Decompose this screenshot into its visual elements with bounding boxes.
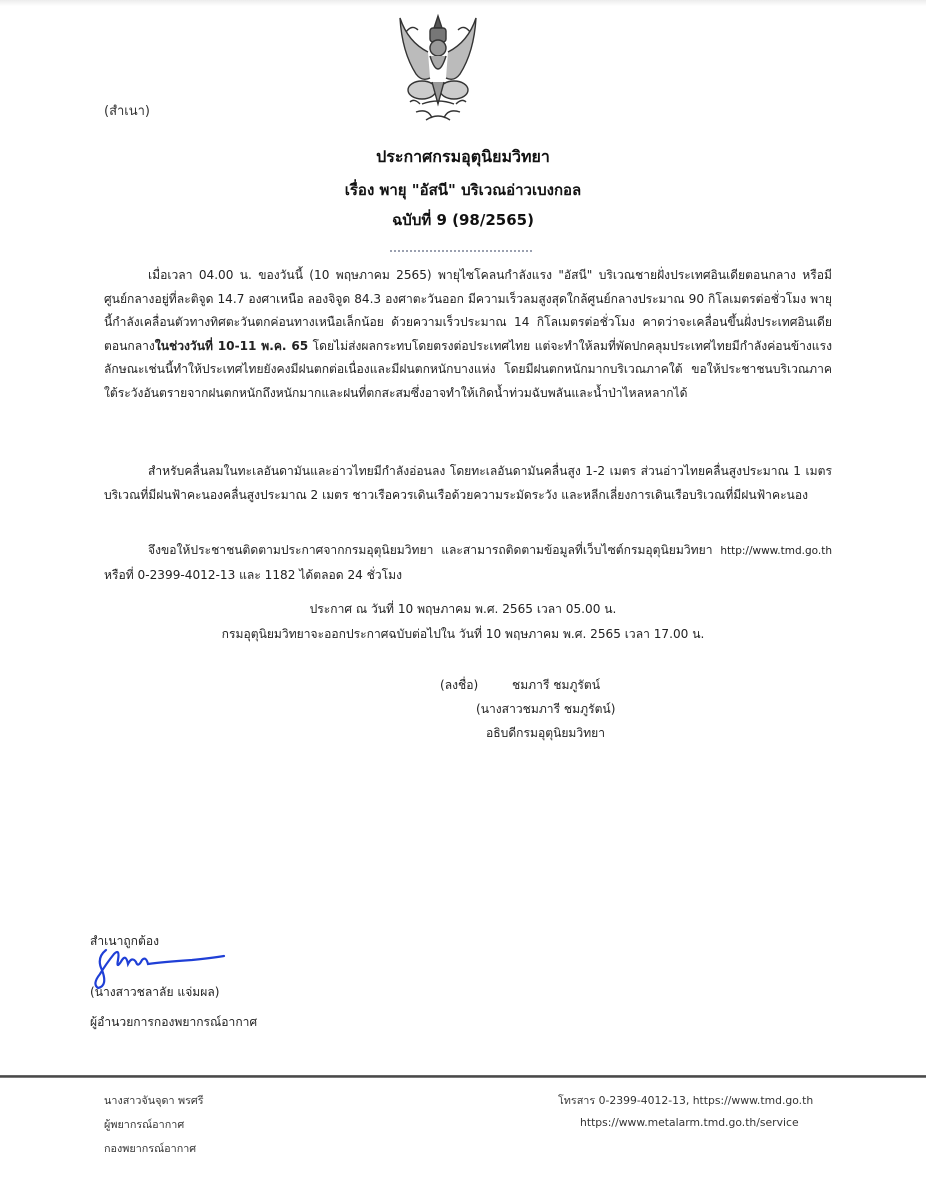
signed-label: (ลงชื่อ) (440, 678, 479, 692)
next-issue-datetime: กรมอุตุนิยมวิทยาจะออกประกาศฉบับต่อไปใน วันที่ 10 พฤษภาคม พ.ศ. 2565 เวลา 17.00 น. (221, 627, 705, 641)
garuda-emblem-icon (392, 12, 484, 128)
paragraph1-text-cont: โดยไม่ส่งผลกระทบโดยตรงต่อประเทศไทย แต่จะทำให้ลมที่พัดปกคลุมประเทศไทยมีกำลังค่อนข้างแรง ลักษณะเช่นนี้ทำให้ประเทศไทยยังคงมีฝนตกต่อเนื่องและมีฝนตกหนักบางแห่ง โดยมีฝนตกหนักมากบริเวณภาคใต้ ขอให้ประชาชนบริเวณภาคใต้ระวังอันตรายจากฝนตกหนักถึงหนักมากและฝนที่ตกสะสมซึ่งอาจทำให้เกิดน้ำท่วมฉับพลันและน้ำป่าไหลหลากได้ (104, 338, 832, 400)
copy-mark: (สำเนา) (104, 104, 151, 119)
footer-divider (0, 1075, 926, 1078)
paragraph-follow-updates (104, 539, 832, 587)
certified-copy-label: สำเนาถูกต้อง (90, 934, 160, 948)
signatory-full-name: (นางสาวชมภารี ชมภูรัตน์) (476, 702, 616, 716)
document-title: ประกาศกรมอุตุนิยมวิทยา (376, 147, 550, 166)
signatory-position: อธิบดีกรมอุตุนิยมวิทยา (486, 726, 606, 740)
signatory-name: ชมภารี ชมภูรัตน์ (512, 678, 601, 692)
contact-info: โทรสาร 0-2399-4012-13, https://www.tmd.go.th (558, 1094, 814, 1107)
paragraph3-text-cont: หรือที่ 0-2399-4012-13 และ 1182 ได้ตลอด 24 ชั่วโมง (104, 567, 403, 582)
certifier-position: ผู้อำนวยการกองพยากรณ์อากาศ (90, 1015, 258, 1029)
paragraph3-text: จึงขอให้ประชาชนติดตามประกาศจากกรมอุตุนิยมวิทยา และสามารถติดตามข้อมูลที่เว็บไซต์กรมอุตุนิยมวิทยา (148, 543, 721, 557)
document-issue-number: ฉบับที่ 9 (98/2565) (392, 211, 534, 229)
forecaster-role: ผู้พยากรณ์อากาศ (104, 1118, 185, 1131)
paragraph-storm-report (104, 264, 832, 405)
paragraph1-bold-dates: ในช่วงวันที่ 10-11 พ.ค. 65 (154, 338, 309, 353)
paragraph1-text: เมื่อเวลา 04.00 น. ของวันนี้ (10 พฤษภาคม 2565) พายุไซโคลนกำลังแรง "อัสนี" บริเวณชายฝั่งประเทศอินเดียตอนกลาง หรือมีศูนย์กลางอยู่ที่ละติจูด 14.7 องศาเหนือ ลองจิจูด 84.3 องศาตะวันออก มีความเร็วลมสูงสุดใกล้ศูนย์กลางประมาณ 90 กิโลเมตรต่อชั่วโมง พายุนี้กำลังเคลื่อนตัวทางทิศตะวันตกค่อนทางเหนือเล็กน้อย ด้วยความเร็วประมาณ 14 กิโลเมตรต่อชั่วโมง คาดว่าจะเคลื่อนขึ้นฝั่งประเทศอินเดียตอนกลาง (104, 268, 832, 353)
service-url-link[interactable]: https://www.metalarm.tmd.go.th/service (580, 1116, 799, 1129)
tmd-website-link[interactable]: http://www.tmd.go.th (720, 545, 832, 557)
page-top-shade (0, 0, 926, 6)
certifier-name: (นางสาวชลาลัย แจ่มผล) (90, 985, 220, 999)
forecaster-name: นางสาวจันจุดา พรศรี (104, 1094, 204, 1107)
forecast-division: กองพยากรณ์อากาศ (104, 1142, 197, 1155)
announced-datetime: ประกาศ ณ วันที่ 10 พฤษภาคม พ.ศ. 2565 เวลา 05.00 น. (309, 602, 617, 616)
paragraph-sea-conditions: สำหรับคลื่นลมในทะเลอันดามันและอ่าวไทยมีกำลังอ่อนลง โดยทะเลอันดามันคลื่นสูง 1-2 เมตร ส่วนอ่าวไทยคลื่นสูงประมาณ 1 เมตร บริเวณที่มีฝนฟ้าคะนองคลื่นสูงประมาณ 2 เมตร ชาวเรือควรเดินเรือด้วยความระมัดระวัง และหลีกเลี่ยงการเดินเรือบริเวณที่มีฝนฟ้าคะนอง (104, 464, 832, 502)
document-subject: เรื่อง พายุ "อัสนี" บริเวณอ่าวเบงกอล (344, 181, 582, 199)
separator-dashes (390, 250, 532, 252)
